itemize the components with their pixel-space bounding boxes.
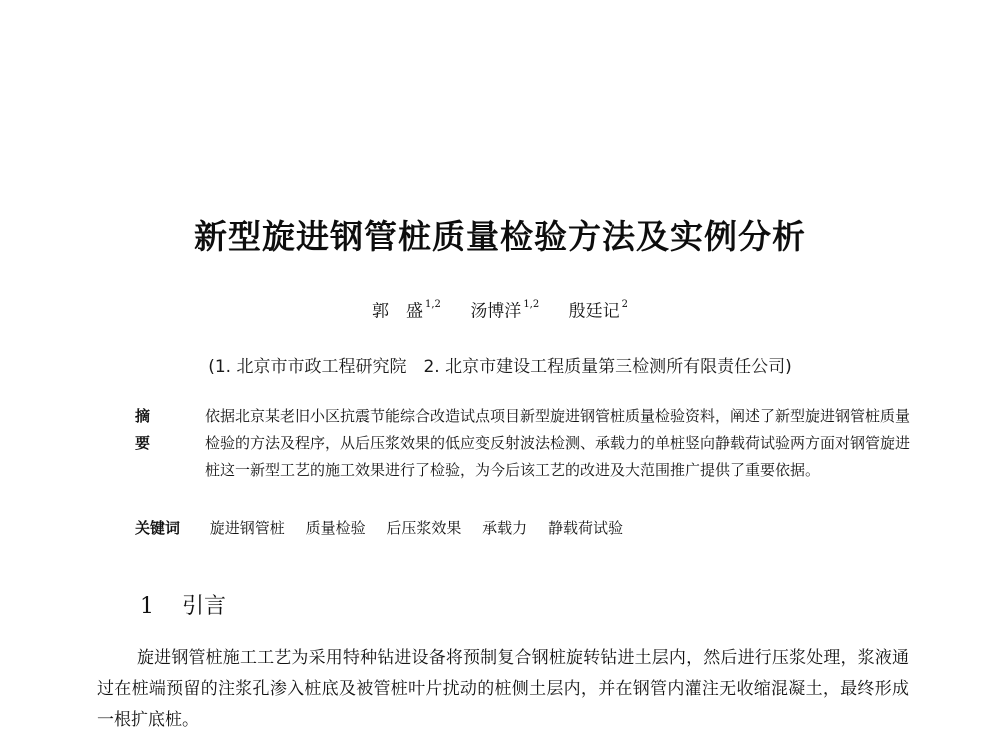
- keyword: 静载荷试验: [547, 519, 623, 537]
- paper-title: 新型旋进钢管桩质量检验方法及实例分析: [194, 217, 806, 256]
- author-name: 殷廷记: [568, 301, 620, 322]
- abstract-text: 依据北京某老旧小区抗震节能综合改造试点项目新型旋进钢管桩质量检验资料，阐述了新型旋进钢管桩质量检验的方法及程序，从后压浆效果的低应变反射波法检测、承载力的单桩竖向静载荷试验两方面对钢管旋进桩这一新型工艺的施工效果进行了检验，为今后该工艺的改进及大范围推广提供了重要依据。: [205, 407, 911, 479]
- author-affiliation-mark: 1,2: [523, 299, 540, 310]
- author-1: [372, 296, 441, 324]
- body-paragraph: 旋进钢管桩施工工艺为采用特种钻进设备将预制复合钢桩旋转钻进土层内，然后进行压浆处理，浆液通过在桩端预留的注浆孔渗入桩底及被管桩叶片扰动的桩侧土层内，并在钢管内灌注无收缩混凝土，最终形成一根扩底桩。: [97, 648, 909, 730]
- author-name: 汤博洋: [470, 301, 522, 322]
- author-list: [0, 296, 1000, 324]
- author-name: 郭 盛: [372, 301, 423, 322]
- author-affiliation-mark: 2: [621, 299, 628, 310]
- author-affiliation-mark: 1,2: [425, 299, 441, 310]
- section-heading: [140, 592, 226, 622]
- keywords-label: 关键词: [135, 519, 181, 537]
- keyword: 质量检验: [305, 519, 366, 537]
- keyword: 旋进钢管桩: [209, 519, 285, 537]
- author-2: [470, 296, 539, 324]
- affiliation: (1. 北京市市政工程研究院 2. 北京市建设工程质量第三检测所有限责任公司): [208, 357, 792, 377]
- section-title: 引言: [182, 594, 227, 619]
- keyword: 后压浆效果: [386, 519, 462, 537]
- section-number: 1: [140, 594, 154, 619]
- keywords-block: [135, 515, 910, 541]
- author-3: [569, 296, 628, 324]
- abstract-label: 摘 要: [135, 407, 163, 452]
- keyword: 承载力: [482, 519, 528, 537]
